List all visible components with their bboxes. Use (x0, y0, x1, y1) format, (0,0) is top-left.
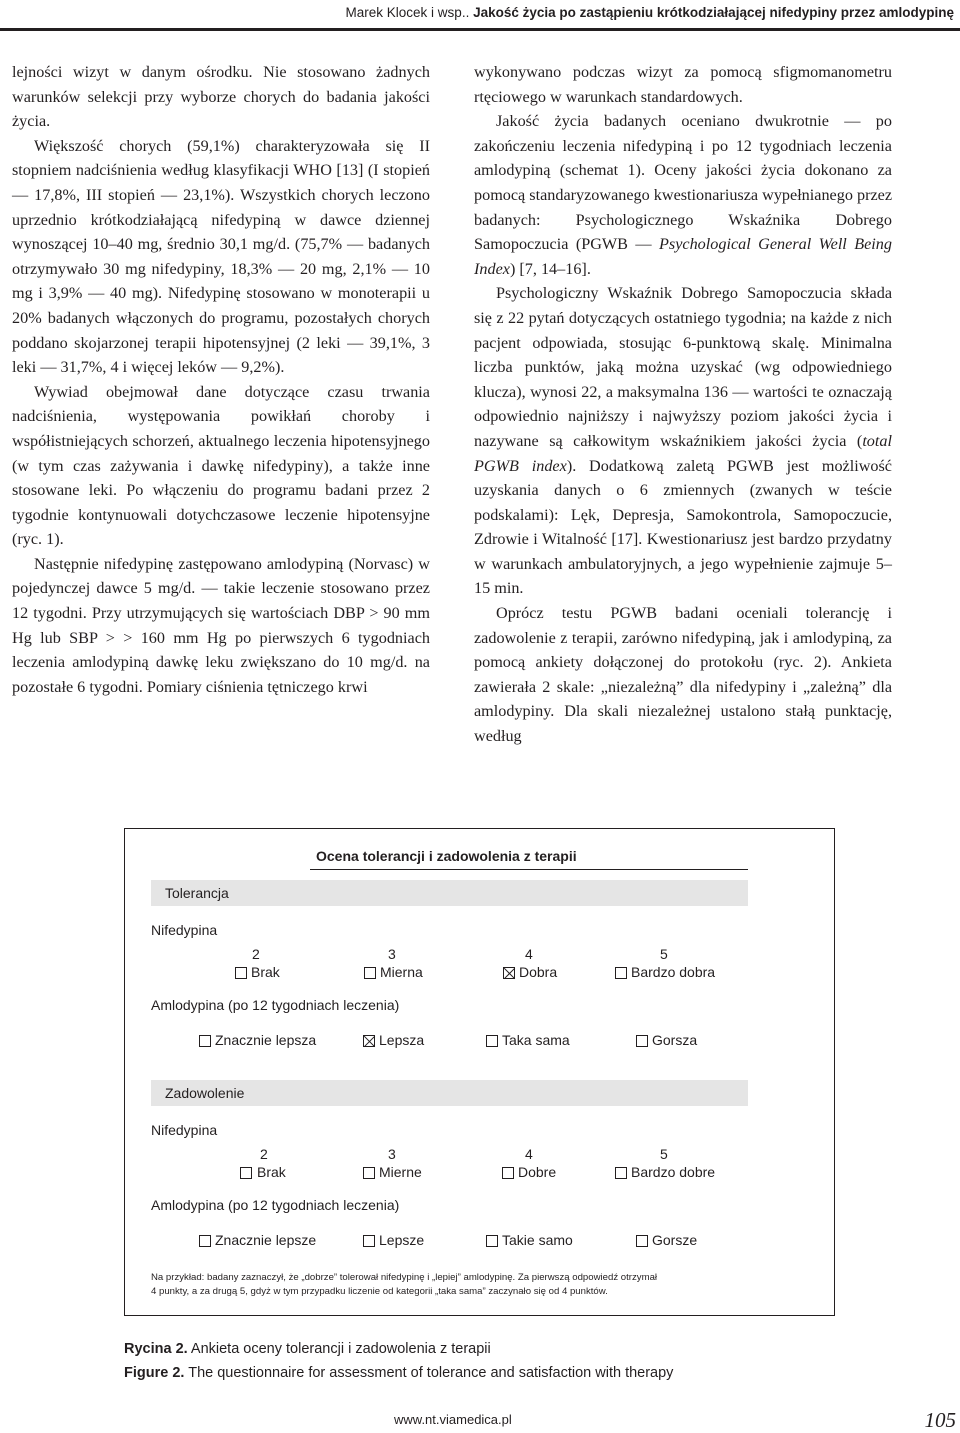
option-label: Lepsze (379, 1232, 425, 1248)
figure-note (151, 1271, 751, 1299)
paragraph: Większość chorych (59,1%) charakteryzowała się II stopniem nadciśnienia według klasyfikacji WHO [13] (I stopień — 17,8%, III stopień — 23,1%). Wszystkich chorych leczono uprzednio krótkodziałającą nifedypiną w dawce dziennej wynoszącej 10–40 mg, średnio 30,1 mg/d. (75,7% — badanych otrzymywało 30 mg nifedypiny, 18,3% — 20 mg, 2,1% — 10 mg i 3,9% — 40 mg). Nifedypinę stosowano w monoterapii u 20% badanych włączonych do programu, pozostałych chorych poddano skojarzonej terapii hipotensyjnej (2 leki — 39,1%, 3 leki — 31,7%, 4 i więcej leków — 9,2%). (12, 136, 430, 377)
option-label: Taka sama (502, 1032, 570, 1048)
checkbox[interactable] (615, 967, 627, 979)
checkbox[interactable] (363, 1167, 375, 1179)
option-label: Brak (257, 1164, 286, 1180)
satisfaction-nifedipine-label: Nifedypina (151, 1122, 218, 1138)
checkbox[interactable] (615, 1167, 627, 1179)
option-label: Dobra (519, 964, 558, 980)
score-number: 3 (388, 946, 396, 962)
caption-en (124, 1365, 673, 1381)
running-header-text: Marek Klocek i wsp.. Jakość życia po zastąpieniu krótkodziałającej nifedypiny przez amlodypinę (345, 5, 954, 20)
tolerance-nifedipine-label: Nifedypina (151, 922, 218, 938)
header-title: Jakość życia po zastąpieniu krótkodziałającej nifedypiny przez amlodypinę (473, 5, 954, 20)
italic-term: total PGWB index (474, 431, 892, 475)
text-run: Psychologiczny Wskaźnik Dobrego Samopoczucia składa się z 22 pytań dotyczących ostatniego tygodnia; na każde z nich pacjent odpowiada, stosując 6-punktową skalę. Minimalna liczba punktów, jaką można uzyskać (wg odpowiedniego klucza), wynosi 22, a maksymalna 136 — wartości te oznaczają odpowiednio najniższy i najwyższy poziom jakości życia i nazywane są całkowitym wskaźnikiem jakości życia ( (474, 284, 892, 450)
option-label: Lepsza (379, 1032, 425, 1048)
score-number: 2 (260, 1146, 268, 1162)
paragraph: Oprócz testu PGWB badani oceniali tolerancję i zadowolenie z terapii, zarówno nifedypiną, jak i amlodypiną, za pomocą ankiety dołączonej do protokołu (ryc. 2). Ankieta zawierała 2 skale: „niezależną” dla nifedypiny i „zależną” dla amlodypiny. Dla skali niezależnej ustalono stałą punktację, według (474, 604, 892, 746)
checkbox[interactable] (636, 1235, 648, 1247)
paragraph: Wywiad obejmował dane dotyczące czasu trwania nadciśnienia, występowania powikłań choroby i współistniejących schorzeń, aktualnego leczenia hipotensyjnego (w tym czas zażywania i dawkę nifedypiny), a także inne stosowane leki. Po włączeniu do programu badani przez 2 tygodnie kontynuowali dotychczasowe leczenie hipotensyjne (ryc. 1). (12, 382, 430, 549)
footer-url[interactable]: www.nt.viamedica.pl (394, 1412, 512, 1427)
tolerance-amlodipine-label: Amlodypina (po 12 tygodniach leczenia) (151, 997, 400, 1013)
option-label: Gorsze (652, 1232, 698, 1248)
score-number: 3 (388, 1146, 396, 1162)
score-number: 4 (525, 946, 533, 962)
checkbox-checked[interactable] (363, 1035, 375, 1047)
satisfaction-amlodipine-label: Amlodypina (po 12 tygodniach leczenia) (151, 1197, 400, 1213)
text-run: ). Dodatkową zaletą PGWB jest możliwość uzyskania danych o 6 zmiennych (zwanych w teście podskalami): Lęk, Depresja, Samokontrola, Samopoczucie, Zdrowie i Witalność [17]. Kwestionariusz jest bardzo przydatny w warunkach ambulatoryjnych, a jego wypełnienie zajmuje 5–15 min. (474, 456, 892, 598)
text-run: Jakość życia badanych oceniano dwukrotnie — po zakończeniu leczenia nifedypiną i po 12 tygodniach leczenia amlodypiną (schemat 1). Oceny jakości życia dokonano za pomocą standaryzowanego kwestionariusza wypełnianego przez badanych: Psychologicznego Wskaźnika Dobrego Samopoczucia (PGWB — (474, 112, 893, 254)
page-number: 105 (924, 1408, 956, 1432)
option-label: Mierna (380, 964, 423, 980)
checkbox[interactable] (199, 1235, 211, 1247)
caption-pl (124, 1341, 491, 1357)
checkbox[interactable] (486, 1035, 498, 1047)
section-header-label: Tolerancja (165, 885, 229, 901)
satisfaction-section-header (151, 1080, 748, 1106)
caption-pl-label: Rycina 2. (124, 1341, 188, 1357)
right-column (474, 60, 892, 749)
score-number: 4 (525, 1146, 533, 1162)
paragraph: wykonywano podczas wizyt za pomocą sfigmomanometru rtęciowego w warunkach standardowych. (474, 63, 892, 106)
option-label: Znacznie lepsza (215, 1032, 317, 1048)
checkbox[interactable] (240, 1167, 252, 1179)
paragraph (474, 281, 892, 601)
figure-note-line: Na przykład: badany zaznaczył, że „dobrze” tolerował nifedypinę i „lepiej” amlodypinę. Za pierwszą odpowiedź otrzymał (151, 1272, 658, 1283)
header-rule (0, 28, 960, 31)
section-header-label: Zadowolenie (165, 1085, 245, 1101)
paragraph: Następnie nifedypinę zastępowano amlodypiną (Norvasc) w pojedynczej dawce 5 mg/d. — takie leczenie stosowano przez 12 tygodni. Przy utrzymujących się wartościach DBP > 90 mm Hg lub SBP > > 160 mm Hg po pierwszych 6 tygodniach leczenia amlodypiną dawkę leku zwiększano do 10 mg/d. na pozostałe 6 tygodni. Pomiary ciśnienia tętniczego krwi (12, 554, 430, 696)
checkbox[interactable] (636, 1035, 648, 1047)
option-label: Gorsza (652, 1032, 698, 1048)
caption-en-label: Figure 2. (124, 1365, 185, 1381)
score-number: 5 (660, 1146, 668, 1162)
score-number: 2 (252, 946, 260, 962)
header-authors: Marek Klocek i wsp. (345, 5, 466, 20)
option-label: Mierne (379, 1164, 422, 1180)
italic-term: Psychological General Well Being Index (474, 235, 892, 278)
option-label: Bardzo dobra (631, 964, 716, 980)
option-label: Bardzo dobre (631, 1164, 716, 1180)
score-number: 5 (660, 946, 668, 962)
option-label: Znacznie lepsze (215, 1232, 317, 1248)
tolerance-section-header (151, 880, 748, 906)
option-label: Takie samo (502, 1232, 573, 1248)
figure-note-line: 4 punkty, a za drugą 5, gdyż w tym przypadku liczenie od kategorii „taka sama” zaczynało się od 4 punktów. (151, 1286, 608, 1297)
figure-title: Ocena tolerancji i zadowolenia z terapii (316, 848, 577, 864)
figure-title-rule (310, 869, 748, 870)
checkbox[interactable] (502, 1167, 514, 1179)
checkbox[interactable] (235, 967, 247, 979)
checkbox[interactable] (486, 1235, 498, 1247)
checkbox[interactable] (199, 1035, 211, 1047)
checkbox-checked[interactable] (503, 967, 515, 979)
option-label: Dobre (518, 1164, 557, 1180)
text-run: ) [7, 14–16]. (509, 259, 591, 278)
checkbox[interactable] (364, 967, 376, 979)
paragraph (474, 109, 892, 281)
checkbox[interactable] (363, 1235, 375, 1247)
paragraph: lejności wizyt w danym ośrodku. Nie stosowano żadnych warunków selekcji przy wyborze chorych do badania jakości życia. (12, 63, 430, 131)
left-column (12, 60, 430, 699)
caption-pl-text: Ankieta oceny tolerancji i zadowolenia z terapii (190, 1341, 491, 1357)
option-label: Brak (251, 964, 280, 980)
caption-en-text: The questionnaire for assessment of tolerance and satisfaction with therapy (188, 1365, 674, 1381)
